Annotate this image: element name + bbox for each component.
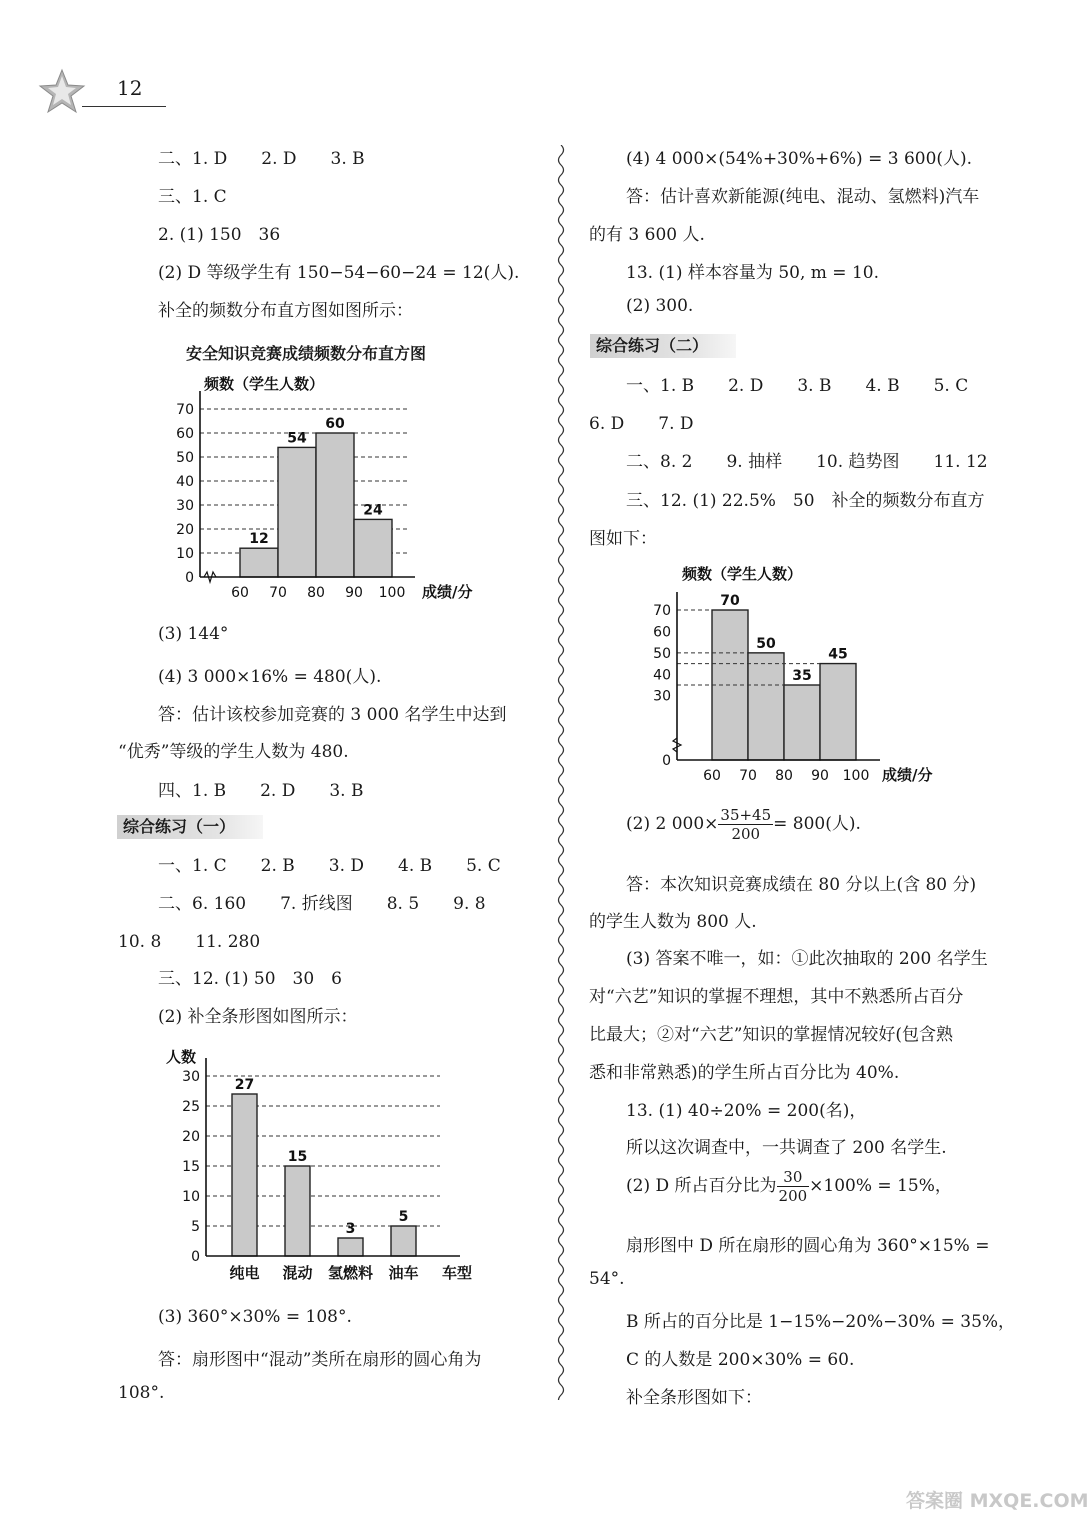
y-tick-label: 70 <box>176 402 194 418</box>
y-tick-label: 40 <box>176 474 194 490</box>
y-axis-label: 人数 <box>166 1048 197 1066</box>
left-line-11: 一、1. C 2. B 3. D 4. B 5. C <box>158 856 501 876</box>
formula-line-2: (2) D 所占百分比为 $\frac{30}{200}$ ×100% = 15%， <box>626 1168 952 1205</box>
y-tick-label: 20 <box>182 1129 200 1145</box>
x-tick-label: 纯电 <box>229 1264 260 1282</box>
right-line-3: 的有 3 600 人. <box>589 225 705 245</box>
right-line-20: 54°. <box>589 1269 625 1289</box>
bar <box>278 447 316 577</box>
y-tick-label: 25 <box>182 1099 200 1115</box>
x-tick-label: 100 <box>378 585 406 601</box>
right-line-1: (4) 4 000×(54%+30%+6%) = 3 600(人). <box>626 149 973 169</box>
y-tick-label: 15 <box>182 1159 200 1175</box>
left-line-6: (3) 144° <box>158 624 229 644</box>
left-line-15: (2) 补全条形图如图所示： <box>158 1007 358 1027</box>
formula-line-1: (2) 2 000× $\frac{35+45}{200}$ = 800(人). <box>626 806 861 843</box>
y-tick-label: 30 <box>176 498 194 514</box>
y-tick-label: 0 <box>191 1249 200 1265</box>
section-title-1: 综合练习（一） <box>117 815 263 839</box>
y-axis-label: 频数（学生人数） <box>682 565 803 583</box>
right-line-21: B 所占的百分比是 1−15%−20%−30% = 35%， <box>626 1312 1016 1332</box>
right-line-19: 扇形图中 D 所在扇形的圆心角为 360°×15% = <box>626 1236 990 1256</box>
x-axis-label: 车型 <box>442 1264 473 1282</box>
bar <box>820 664 856 760</box>
chart1-title: 安全知识竞赛成绩频数分布直方图 <box>186 344 427 363</box>
y-tick-label: 20 <box>176 522 194 538</box>
x-tick-label: 60 <box>703 768 721 784</box>
left-line-2: 三、1. C <box>158 187 227 207</box>
y-tick-label: 60 <box>176 426 194 442</box>
chart-bar-cartype <box>160 1042 500 1290</box>
right-line-12: 的学生人数为 800 人. <box>589 912 757 932</box>
x-tick-label: 油车 <box>388 1264 419 1282</box>
left-line-4: (2) D 等级学生有 150−54−60−24 = 12(人). <box>158 263 520 283</box>
y-tick-label: 0 <box>662 753 671 769</box>
left-line-12: 二、6. 160 7. 折线图 8. 5 9. 8 <box>158 894 486 914</box>
right-line-17: 13. (1) 40÷20% = 200(名)， <box>626 1101 867 1121</box>
y-tick-label: 30 <box>182 1069 200 1085</box>
bar <box>232 1094 257 1256</box>
x-axis-label: 成绩/分 <box>882 766 933 784</box>
x-tick-label: 90 <box>345 585 363 601</box>
x-tick-label: 80 <box>775 768 793 784</box>
right-line-14: 对“六艺”知识的掌握不理想，其中不熟悉所占百分 <box>589 987 964 1007</box>
y-tick-label: 10 <box>182 1189 200 1205</box>
y-tick-label: 0 <box>185 570 194 586</box>
right-line-10: 图如下： <box>589 529 657 549</box>
left-line-3: 2. (1) 150 36 <box>158 225 281 245</box>
x-tick-label: 70 <box>739 768 757 784</box>
y-tick-label: 50 <box>176 450 194 466</box>
right-line-4: 13. (1) 样本容量为 50, m = 10. <box>626 263 879 283</box>
bar-value-label: 45 <box>828 646 848 663</box>
x-tick-label: 氢燃料 <box>327 1264 374 1282</box>
bar-value-label: 60 <box>325 416 345 432</box>
bar-value-label: 50 <box>756 635 776 652</box>
bar-value-label: 24 <box>363 502 383 519</box>
left-line-13: 10. 8 11. 280 <box>118 932 261 952</box>
left-line-7: (4) 3 000×16% = 480(人). <box>158 667 382 687</box>
x-axis-label: 成绩/分 <box>422 583 473 601</box>
left-line-18: 108°. <box>118 1383 165 1403</box>
left-line-1: 二、1. D 2. D 3. B <box>158 149 365 169</box>
right-line-15: 比最大；②对“六艺”知识的掌握情况较好(包含熟 <box>589 1025 954 1045</box>
bar-value-label: 35 <box>792 668 812 684</box>
left-line-9: “优秀”等级的学生人数为 480. <box>118 742 349 762</box>
right-line-8: 二、8. 2 9. 抽样 10. 趋势图 11. 12 <box>626 452 988 472</box>
y-tick-label: 30 <box>653 688 671 705</box>
right-line-9: 三、12. (1) 22.5% 50 补全的频数分布直方 <box>626 491 985 511</box>
bar-value-label: 12 <box>249 531 269 548</box>
bar <box>285 1166 310 1256</box>
bar-value-label: 3 <box>345 1221 356 1237</box>
right-line-5: (2) 300. <box>626 296 694 316</box>
bar <box>391 1226 416 1256</box>
x-tick-label: 80 <box>307 585 325 601</box>
y-tick-label: 10 <box>176 546 194 562</box>
right-line-23: 补全条形图如下： <box>626 1388 762 1408</box>
y-tick-label: 60 <box>653 624 671 641</box>
bar <box>338 1238 363 1256</box>
bar-value-label: 54 <box>287 430 307 447</box>
left-line-16: (3) 360°×30% = 108°. <box>158 1307 352 1327</box>
y-tick-label: 5 <box>191 1219 200 1235</box>
right-line-6: 一、1. B 2. D 3. B 4. B 5. C <box>626 376 969 396</box>
left-line-8: 答：估计该校参加竞赛的 3 000 名学生中达到 <box>158 705 507 725</box>
watermark: 答案圈 MXQE.COM <box>906 1490 1089 1512</box>
x-tick-label: 90 <box>811 768 829 784</box>
page-number: 12 <box>117 76 143 100</box>
right-line-7: 6. D 7. D <box>589 414 694 434</box>
chart-histogram-2 <box>640 560 960 790</box>
right-line-13: (3) 答案不唯一，如：①此次抽取的 200 名学生 <box>626 949 988 969</box>
column-divider <box>553 145 569 1400</box>
left-line-14: 三、12. (1) 50 30 6 <box>158 969 343 989</box>
star-logo-icon <box>38 68 86 114</box>
bar <box>354 519 392 577</box>
x-tick-label: 混动 <box>282 1264 313 1282</box>
y-tick-label: 40 <box>653 667 671 684</box>
right-line-18: 所以这次调查中，一共调查了 200 名学生. <box>626 1138 947 1158</box>
right-line-16: 悉和非常熟悉)的学生所占百分比为 40%. <box>589 1063 900 1083</box>
bar <box>784 685 820 760</box>
bar-value-label: 27 <box>234 1077 255 1093</box>
right-line-11: 答：本次知识竞赛成绩在 80 分以上(含 80 分) <box>626 875 977 895</box>
x-tick-label: 60 <box>231 585 249 601</box>
x-tick-label: 100 <box>842 768 870 784</box>
bar-value-label: 5 <box>398 1209 409 1225</box>
header-rule <box>82 106 166 107</box>
right-line-2: 答：估计喜欢新能源(纯电、混动、氢燃料)汽车 <box>626 187 980 207</box>
x-tick-label: 70 <box>269 585 287 601</box>
y-tick-label: 70 <box>653 603 671 619</box>
bar <box>240 548 278 577</box>
bar <box>316 433 354 577</box>
y-tick-label: 50 <box>653 645 671 662</box>
bar-value-label: 70 <box>720 593 740 609</box>
right-line-22: C 的人数是 200×30% = 60. <box>626 1350 855 1370</box>
bar-value-label: 15 <box>287 1149 308 1165</box>
left-line-17: 答：扇形图中“混动”类所在扇形的圆心角为 <box>158 1350 482 1370</box>
chart-histogram-1 <box>160 370 520 605</box>
left-line-10: 四、1. B 2. D 3. B <box>158 781 364 801</box>
bar <box>748 653 784 760</box>
y-axis-label: 频数（学生人数） <box>204 375 325 393</box>
section-title-2: 综合练习（二） <box>590 334 736 358</box>
left-line-5: 补全的频数分布直方图如图所示： <box>158 301 413 321</box>
